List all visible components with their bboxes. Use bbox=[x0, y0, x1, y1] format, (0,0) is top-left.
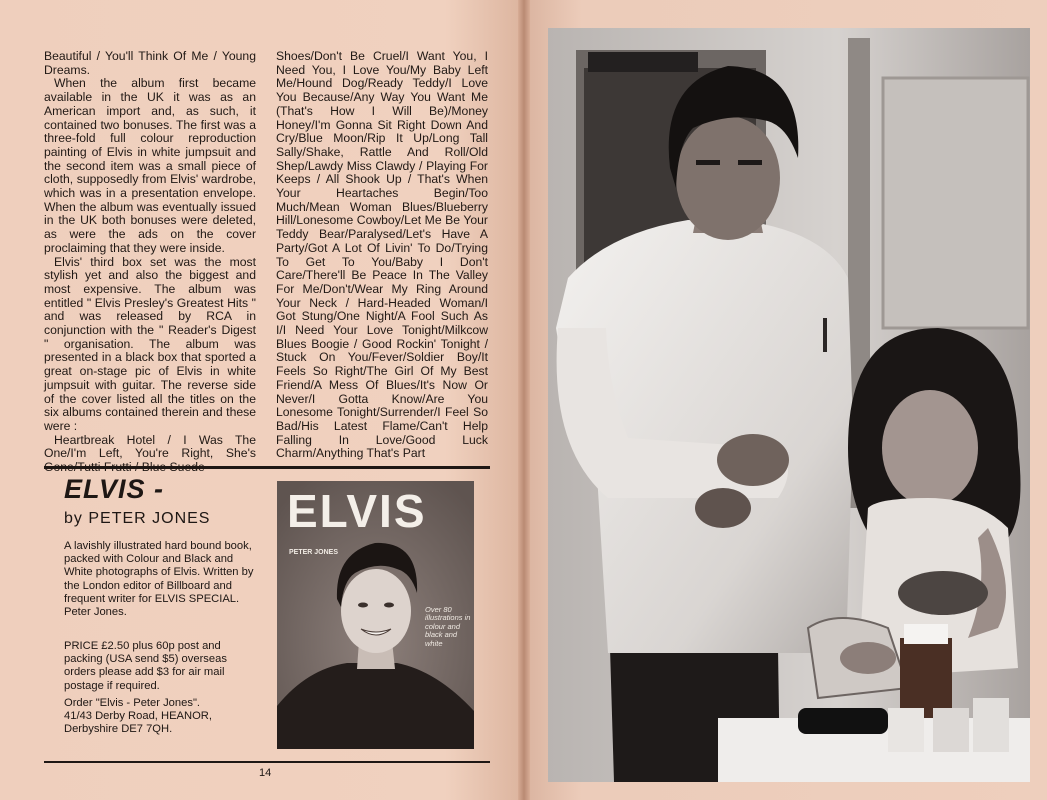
order-line: 41/43 Derby Road, HEANOR, bbox=[64, 710, 212, 723]
book-cover-blurb: Over 80 illustrations in colour and black and white bbox=[425, 605, 471, 648]
ad-top-rule bbox=[44, 466, 490, 469]
ad-description: A lavishly illustrated hard bound book, packed with Colour and Black and White photographs of Elvis. Written by the London editor of Billboard and frequent writer for ELVIS SPECIAL. Peter Jones. bbox=[64, 540, 254, 619]
film-still-photo bbox=[548, 28, 1030, 782]
article-paragraph: Heartbreak Hotel / I Was The One/I'm Left, You're Right, She's bbox=[44, 432, 256, 461]
ad-price: PRICE £2.50 plus 60p post and packing (USA send $5) overseas orders please add $3 for air mail postage if required. bbox=[64, 640, 227, 692]
track-listing: Shoes/Don't Be Cruel/I Want You, I Need You, I Love You/My Baby Left Me/Hound Dog/Ready Teddy/I Love You Because/Any Way You Want Me (That's How I Will Be)/Money Honey/I'm Gonna Sit Right Down And Cry/Blue Moon/Rip It Up/Long Tall Sally/Shake, Rattle And Roll/Old Shep/Lawdy Miss Clawdy / Playing For Keeps / All Shook Up / That's When Your Heartaches Begin/Too Much/Mean Woman Blues/Blueberry Hill/Lonesome Cowboy/Let Me Be Your Teddy Bear/Paralysed/Let's Have A Party/Got A Lot Of Livin' To Do/Trying To Get To You/Baby I Don't Care/There'll Be Peace In The Valley For Me/Don't/Wear My Ring Around Your Neck / Hard-Headed Woman/I Got Stung/One Night/A Fool Such As I/I Need Your Love Tonight/Milkcow Blues Boogie / Good Rockin' Tonight / Stuck On You/Fever/Soldier Boy/It Feels So Right/The Girl Of My Best Friend/A Mess Of Blues/It's Now Or Never/I Gotta Know/Are You Lonesome Tonight/Surrender/I Feel So Bad/His Latest Flame/Can't Help Falling In Love/Good Luck Charm/Anything That's Part bbox=[276, 49, 488, 461]
article-paragraph: Beautiful / You'll Think Of Me / Young Dreams. bbox=[44, 49, 256, 77]
ad-byline: by PETER JONES bbox=[64, 510, 211, 527]
article-column-2 bbox=[276, 50, 488, 462]
order-line: Derbyshire DE7 7QH. bbox=[64, 723, 173, 736]
page-number: 14 bbox=[259, 767, 272, 779]
ad-order-address bbox=[64, 697, 259, 737]
ad-title: ELVIS - bbox=[64, 474, 165, 504]
article-paragraph: When the album first became available in the UK it was as an American import and, as such, it contained two bonuses. The first was a three-fold full colour reproduction painting of Elvis in white jumpsuit and the second item was a small piece of cloth, supposedly from Elvis' wardrobe, which was in a presentation envelope. When the album was eventually issued in the UK both bonuses were deleted, as were the ads on the cover proclaiming that they were inside. bbox=[44, 76, 256, 255]
ad-bottom-rule bbox=[44, 761, 490, 763]
order-line: Order "Elvis - Peter Jones". bbox=[64, 697, 201, 709]
page-gutter bbox=[518, 0, 530, 800]
book-cover-image bbox=[277, 481, 474, 749]
book-cover-author: PETER JONES bbox=[289, 549, 339, 556]
article-column-1 bbox=[44, 50, 256, 462]
book-cover-title: ELVIS bbox=[287, 485, 427, 537]
article-paragraph: Elvis' third box set was the most stylish yet and also the biggest and most expensive. The album was entitled " Elvis Presley's Greatest Hits " and was released by RCA in conjunction with the " Reader's Digest " organisation. The album was presented in a black box that sported a great on-stage pic of Elvis in white jumpsuit with guitar. The reverse side of the cover listed all the titles on the six albums contained therein and these were : bbox=[44, 254, 256, 433]
